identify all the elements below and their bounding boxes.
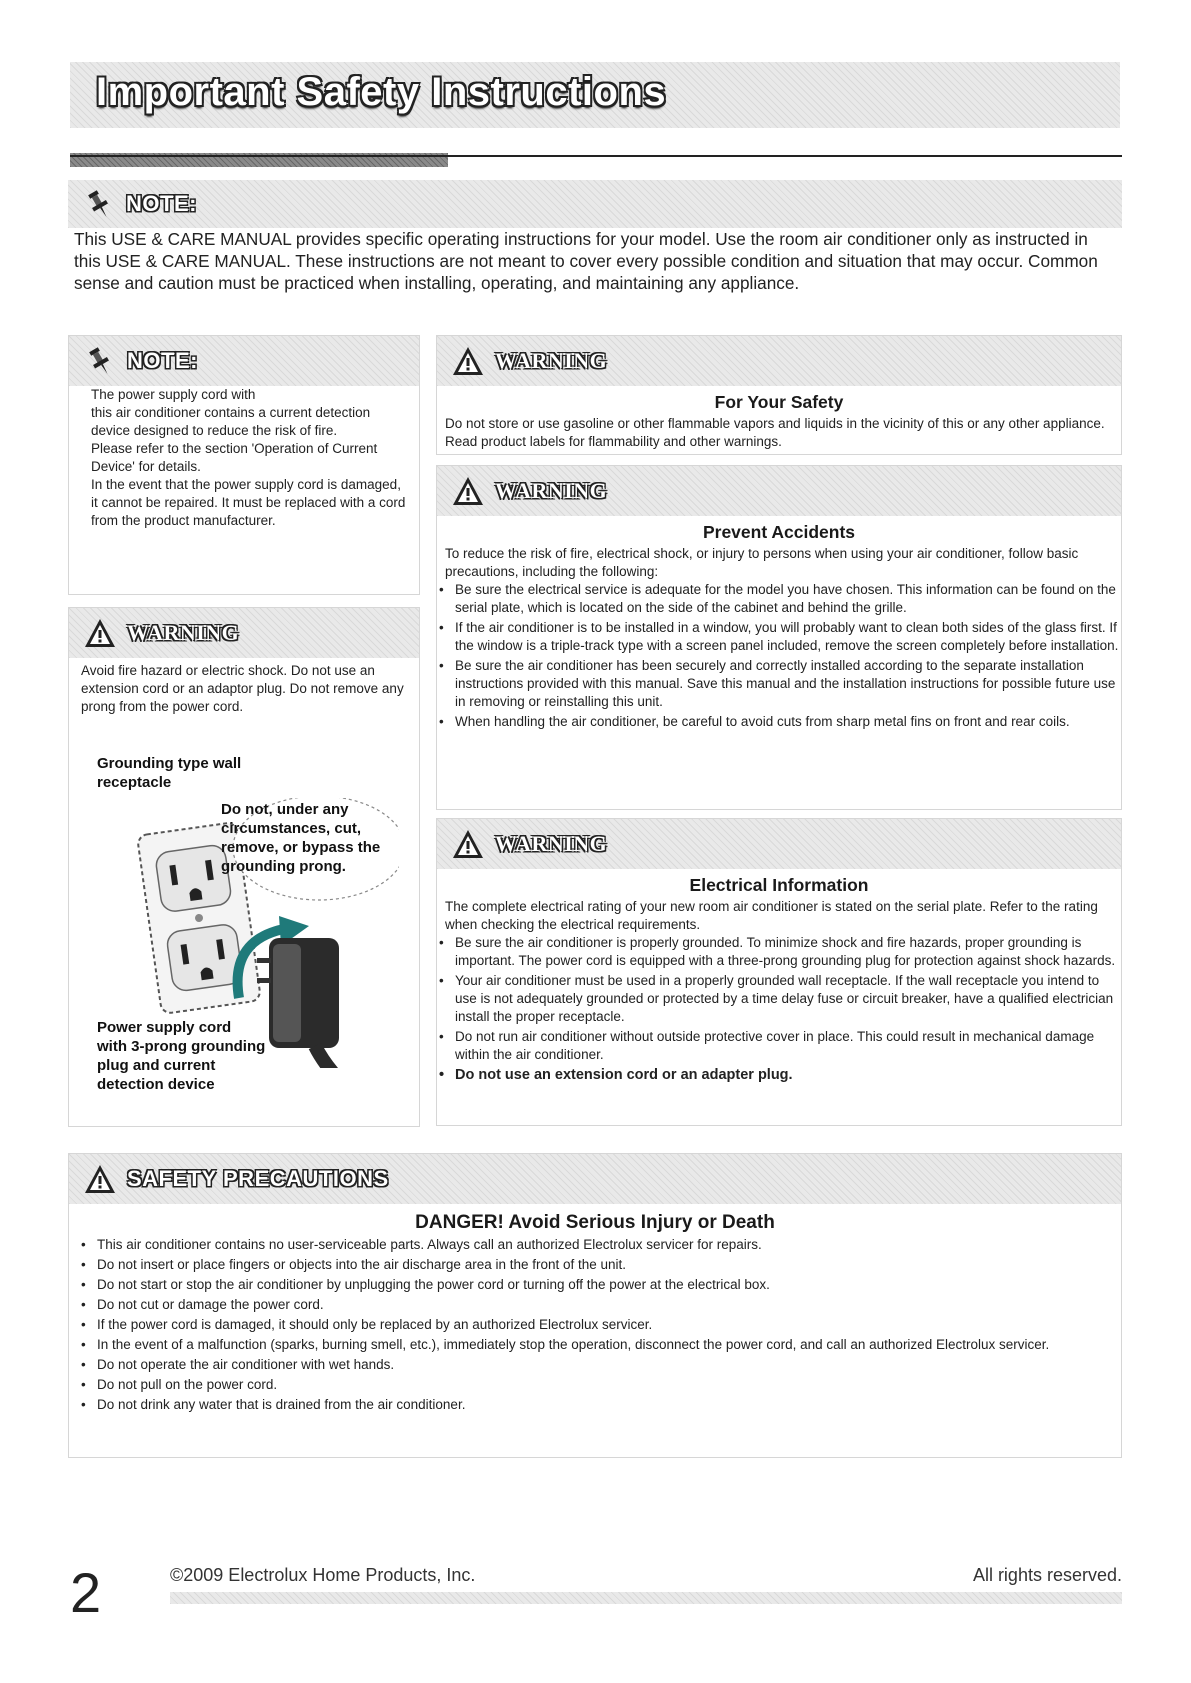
electrical-information-list: [437, 934, 1121, 1084]
pushpin-icon: [82, 187, 116, 221]
for-your-safety-title: For Your Safety: [714, 392, 844, 412]
list-item: • In the event of a malfunction (sparks, burning smell, etc.), immediately stop the operation, disconnect the power cord, and call an authorized Electrolux servicer.: [79, 1336, 1109, 1354]
safety-precautions-list: [69, 1236, 1121, 1414]
warning-left-heading: WARNING: [127, 620, 240, 645]
note-left-text: The power supply cord with this air conditioner contains a current detection device designed to reduce the risk of fire. Please refer to the section 'Operation of Current Device' for details. In the event that the power supply cord is damaged, it cannot be repaired. It must be replaced with a cord from the product manufacturer.: [91, 387, 406, 528]
page-number: 2: [70, 1561, 102, 1624]
grounding-prong-callout: Do not, under any circumstances, cut, remove, or bypass the grounding prong.: [221, 801, 381, 875]
safety-precautions-section: [68, 1153, 1122, 1458]
warning-electrical-heading: WARNING: [495, 831, 608, 856]
list-item: • Do not insert or place fingers or objects into the air discharge area in the front of the unit.: [79, 1256, 1109, 1274]
warning-accidents-section: [436, 465, 1122, 810]
prevent-accidents-list: [437, 581, 1121, 731]
rights-text: All rights reserved.: [972, 1565, 1122, 1585]
warning-safety-section: [436, 335, 1122, 455]
warning-left-text: Avoid fire hazard or electric shock. Do not use an extension cord or an adaptor plug. Do not remove any prong from the power cord.: [81, 663, 404, 714]
list-item: • Be sure the air conditioner has been securely and correctly installed according to the separate installation instructions provided with this manual. Save this manual and the installation instructions for possible future use in removing or reinstalling this unit.: [437, 657, 1121, 711]
power-cord-label: Power supply cord with 3-prong grounding plug and current detection device: [97, 1019, 266, 1093]
copyright-text: ©2009 Electrolux Home Products, Inc.: [170, 1565, 476, 1585]
title-rule-thin: [70, 155, 1122, 157]
list-item: • Do not drink any water that is drained from the air conditioner.: [79, 1396, 1109, 1414]
list-item: • Do not run air conditioner without outside protective cover in place. This could result in mechanical damage within the air conditioner.: [437, 1028, 1121, 1064]
note-top-section: [68, 180, 1122, 312]
warning-triangle-icon: [451, 474, 485, 508]
note-left-section: [68, 335, 420, 595]
note-left-header: [69, 336, 419, 386]
grounding-label: Grounding type wall receptacle: [97, 755, 242, 791]
list-item: • This air conditioner contains no user-serviceable parts. Always call an authorized Electrolux servicer for repairs.: [79, 1236, 1109, 1254]
list-item: • Do not operate the air conditioner with wet hands.: [79, 1356, 1109, 1374]
list-item: • When handling the air conditioner, be careful to avoid cuts from sharp metal fins on front and rear coils.: [437, 713, 1121, 731]
list-item: • Do not start or stop the air conditioner by unplugging the power cord or turning off the power at the electrical box.: [79, 1276, 1109, 1294]
pushpin-icon: [83, 344, 117, 378]
note-top-text: This USE & CARE MANUAL provides specific operating instructions for your model. Use the room air conditioner only as instructed in this USE & CARE MANUAL. These instructions are not meant to cover every possible condition and situation that may occur. Common sense and caution must be practiced when installing, operating, and maintaining any appliance.: [74, 229, 1098, 293]
list-item: • Do not cut or damage the power cord.: [79, 1296, 1109, 1314]
note-top-header: [68, 180, 1122, 228]
warning-safety-heading: WARNING: [495, 348, 608, 373]
safety-precautions-heading: SAFETY PRECAUTIONS: [127, 1166, 389, 1191]
list-item: • If the air conditioner is to be installed in a window, you will probably want to clean both sides of the glass first. If the window is a triple-track type with a screen panel included, remove the screen completely before installation.: [437, 619, 1121, 655]
list-item: • Do not pull on the power cord.: [79, 1376, 1109, 1394]
page-title: Important Safety Instructions: [96, 70, 667, 114]
warning-triangle-icon: [451, 827, 485, 861]
warning-left-header: [69, 608, 419, 658]
warning-triangle-icon: [451, 344, 485, 378]
note-top-heading: NOTE:: [126, 191, 197, 216]
list-item-bold: • Do not use an extension cord or an adapter plug.: [437, 1066, 1121, 1084]
danger-title: DANGER! Avoid Serious Injury or Death: [415, 1212, 775, 1233]
warning-accidents-header: [437, 466, 1121, 516]
warning-electrical-header: [437, 819, 1121, 869]
electrical-information-title: Electrical Information: [689, 875, 869, 895]
for-your-safety-text: Do not store or use gasoline or other flammable vapors and liquids in the vicinity of this or any other appliance. Read product labels for flammability and other warnings.: [445, 416, 1105, 449]
prevent-accidents-intro: To reduce the risk of fire, electrical shock, or injury to persons when using your air conditioner, follow basic precautions, including the following:: [445, 546, 1079, 579]
list-item: • Be sure the air conditioner is properly grounded. To minimize shock and fire hazards, proper grounding is important. The power cord is equipped with a three-prong grounding plug for protection against shock hazards.: [437, 934, 1121, 970]
safety-precautions-header: [69, 1154, 1121, 1204]
electrical-information-intro: The complete electrical rating of your new room air conditioner is stated on the serial plate. Refer to the rating when checking the electrical requirements.: [445, 899, 1098, 932]
footer-strip: [170, 1592, 1122, 1604]
warning-triangle-icon: [83, 616, 117, 650]
list-item: • Be sure the electrical service is adequate for the model you have chosen. This information can be found on the serial plate, which is located on the side of the cabinet and behind the grille.: [437, 581, 1121, 617]
prevent-accidents-title: Prevent Accidents: [702, 522, 856, 542]
warning-accidents-heading: WARNING: [495, 478, 608, 503]
warning-triangle-icon: [83, 1162, 117, 1196]
warning-safety-header: [437, 336, 1121, 386]
warning-electrical-section: [436, 818, 1122, 1126]
list-item: • If the power cord is damaged, it should only be replaced by an authorized Electrolux servicer.: [79, 1316, 1109, 1334]
note-left-heading: NOTE:: [127, 348, 198, 373]
list-item: • Your air conditioner must be used in a properly grounded wall receptacle. If the wall receptacle you intend to use is not adequately grounded or protected by a time delay fuse or circuit breaker, have a qualified electrician install the proper receptacle.: [437, 972, 1121, 1026]
warning-left-section: [68, 607, 420, 1127]
